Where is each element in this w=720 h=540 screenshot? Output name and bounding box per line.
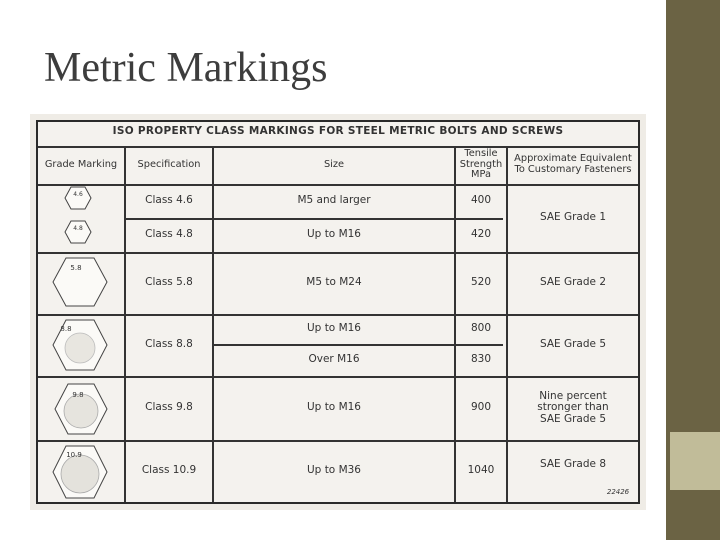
- bolt-mark-4-8: 4.8: [73, 225, 83, 232]
- header-tensile-line2: Strength: [459, 158, 503, 170]
- equiv-class-9-8-line3: SAE Grade 5: [539, 412, 607, 425]
- header-equivalent-line2: To Customary Fasteners: [514, 164, 632, 175]
- bolt-mark-8-8: 8.8: [60, 325, 72, 333]
- tensile-class-4-6: 400: [470, 194, 492, 207]
- spec-class-4-6: Class 4.6: [145, 194, 193, 207]
- size-class-5-8: M5 to M24: [306, 276, 362, 289]
- bolt-head-4-6-icon: [64, 186, 92, 210]
- bolt-head-10-9-icon: [52, 444, 108, 500]
- spec-class-5-8: Class 5.8: [145, 276, 193, 289]
- bolt-head-5-8-icon: [52, 256, 108, 308]
- header-tensile-line1: Tensile: [464, 147, 498, 159]
- header-tensile: [456, 146, 506, 184]
- tensile-class-9-8: 900: [470, 401, 492, 414]
- bolt-mark-9-8: 9.8: [72, 391, 84, 399]
- size-class-8-8-b: Over M16: [308, 353, 360, 366]
- accent-band-light: [670, 432, 720, 490]
- tensile-class-8-8-a: 800: [470, 322, 492, 335]
- size-class-8-8-a: Up to M16: [307, 322, 361, 335]
- spec-class-10-9: Class 10.9: [141, 464, 197, 477]
- table-caption: ISO PROPERTY CLASS MARKINGS FOR STEEL METRIC BOLTS AND SCREWS: [112, 125, 564, 137]
- equiv-class-4-x: SAE Grade 1: [539, 211, 607, 224]
- iso-property-class-table: [36, 120, 640, 504]
- bolt-mark-4-6: 4.6: [73, 191, 83, 198]
- equiv-class-9-8-line1: Nine percent: [539, 389, 607, 402]
- tensile-class-8-8-b: 830: [470, 353, 492, 366]
- bolt-head-8-8-icon: [52, 318, 108, 372]
- size-class-10-9: Up to M36: [307, 464, 361, 477]
- size-class-4-6: M5 and larger: [297, 194, 371, 207]
- spec-class-4-8: Class 4.8: [145, 228, 193, 241]
- tensile-class-4-8: 420: [470, 228, 492, 241]
- spec-class-8-8: Class 8.8: [145, 338, 193, 351]
- bolt-mark-5-8: 5.8: [70, 264, 82, 272]
- equiv-class-5-8: SAE Grade 2: [539, 276, 607, 289]
- size-class-4-8: Up to M16: [307, 228, 361, 241]
- header-size: Size: [323, 158, 345, 170]
- bolt-mark-10-9: 10.9: [66, 451, 82, 459]
- equiv-class-10-9: SAE Grade 8: [539, 458, 607, 471]
- tensile-class-5-8: 520: [470, 276, 492, 289]
- header-tensile-line3: MPa: [471, 169, 491, 181]
- bolt-head-9-8-icon: [54, 382, 108, 436]
- tensile-class-10-9: 1040: [467, 464, 495, 477]
- figure-footnote: 22426: [606, 488, 630, 497]
- equiv-class-9-8-line2: stronger than: [537, 401, 609, 414]
- header-specification: Specification: [137, 158, 201, 170]
- bolt-head-4-8-icon: [64, 220, 92, 244]
- header-grade-marking: Grade Marking: [44, 158, 118, 170]
- size-class-9-8: Up to M16: [307, 401, 361, 414]
- equiv-class-8-8: SAE Grade 5: [539, 338, 607, 351]
- header-equivalent-line1: Approximate Equivalent: [514, 153, 632, 165]
- header-equivalent: [508, 146, 638, 184]
- slide-title: Metric Markings: [44, 45, 328, 91]
- equiv-class-9-8: [508, 376, 638, 440]
- spec-class-9-8: Class 9.8: [145, 401, 193, 414]
